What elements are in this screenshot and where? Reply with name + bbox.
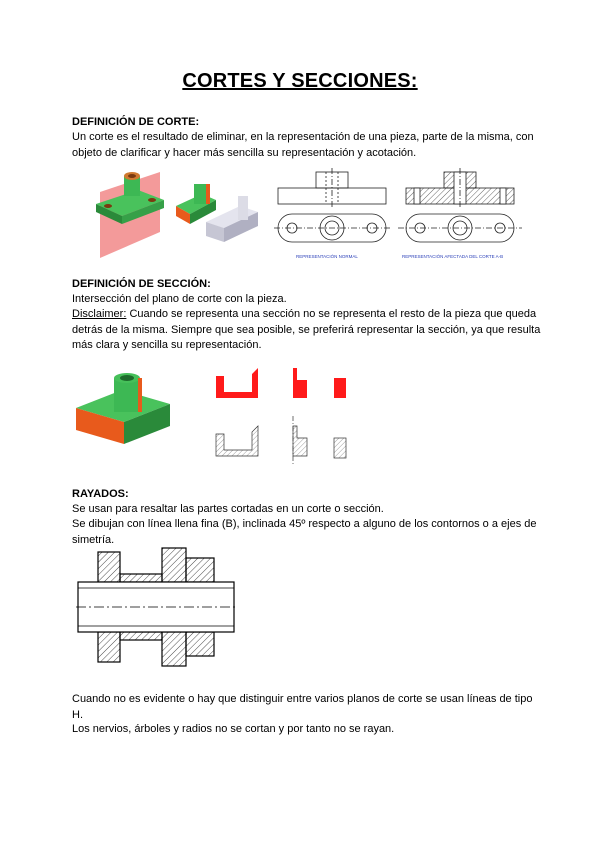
seccion-definition: Intersección del plano de corte con la pieza. — [72, 293, 287, 305]
rayados-text-3: Cuando no es evidente o hay que distinguir entre varios planos de corte se usan líneas de tipo H. — [72, 693, 533, 721]
split-model — [176, 184, 258, 242]
rayados-text-4: Los nervios, árboles y radios no se cortan y por tanto no se rayan. — [72, 723, 395, 735]
cut-plane-model — [96, 172, 164, 258]
drawing-section — [398, 168, 522, 242]
corte-illustrations — [72, 166, 542, 262]
drawing-normal — [274, 168, 390, 242]
rayados-text-1: Se usan para resaltar las partes cortadas en un corte o sección. — [72, 503, 384, 515]
seccion-illustrations — [72, 368, 362, 468]
seccion-disclaimer — [72, 307, 542, 354]
hatched-sections — [216, 416, 346, 464]
corte-heading: DEFINICIÓN DE CORTE: — [72, 116, 200, 128]
caption-normal: REPRESENTACIÓN NORMAL — [296, 254, 358, 259]
red-sections — [216, 368, 346, 398]
section-3d-model — [76, 373, 170, 444]
seccion-heading: DEFINICIÓN DE SECCIÓN: — [72, 278, 211, 290]
page-title: CORTES Y SECCIONES: — [182, 70, 418, 92]
rayados-heading: RAYADOS: — [72, 488, 129, 500]
disclaimer-label: Disclaimer: — [72, 308, 127, 320]
rayados-text-2: Se dibujan con línea llena fina (B), inclinada 45º respecto a alguno de los contornos o a ejes de simetría. — [72, 518, 537, 546]
corte-definition: Un corte es el resultado de eliminar, en la representación de una pieza, parte de la misma, con objeto de clarificar y hacer más sencilla su representación y acotación. — [72, 131, 534, 159]
caption-section: REPRESENTACIÓN AFECTADA DEL CORTE A-B — [402, 254, 504, 259]
shaft-hatching-drawing — [76, 546, 236, 674]
disclaimer-text: Cuando se representa una sección no se representa el resto de la pieza que queda detrás de la misma. Siempre que sea posible, se preferirá representar la sección, ya que resulta más clara y sencilla su representación. — [72, 308, 541, 351]
